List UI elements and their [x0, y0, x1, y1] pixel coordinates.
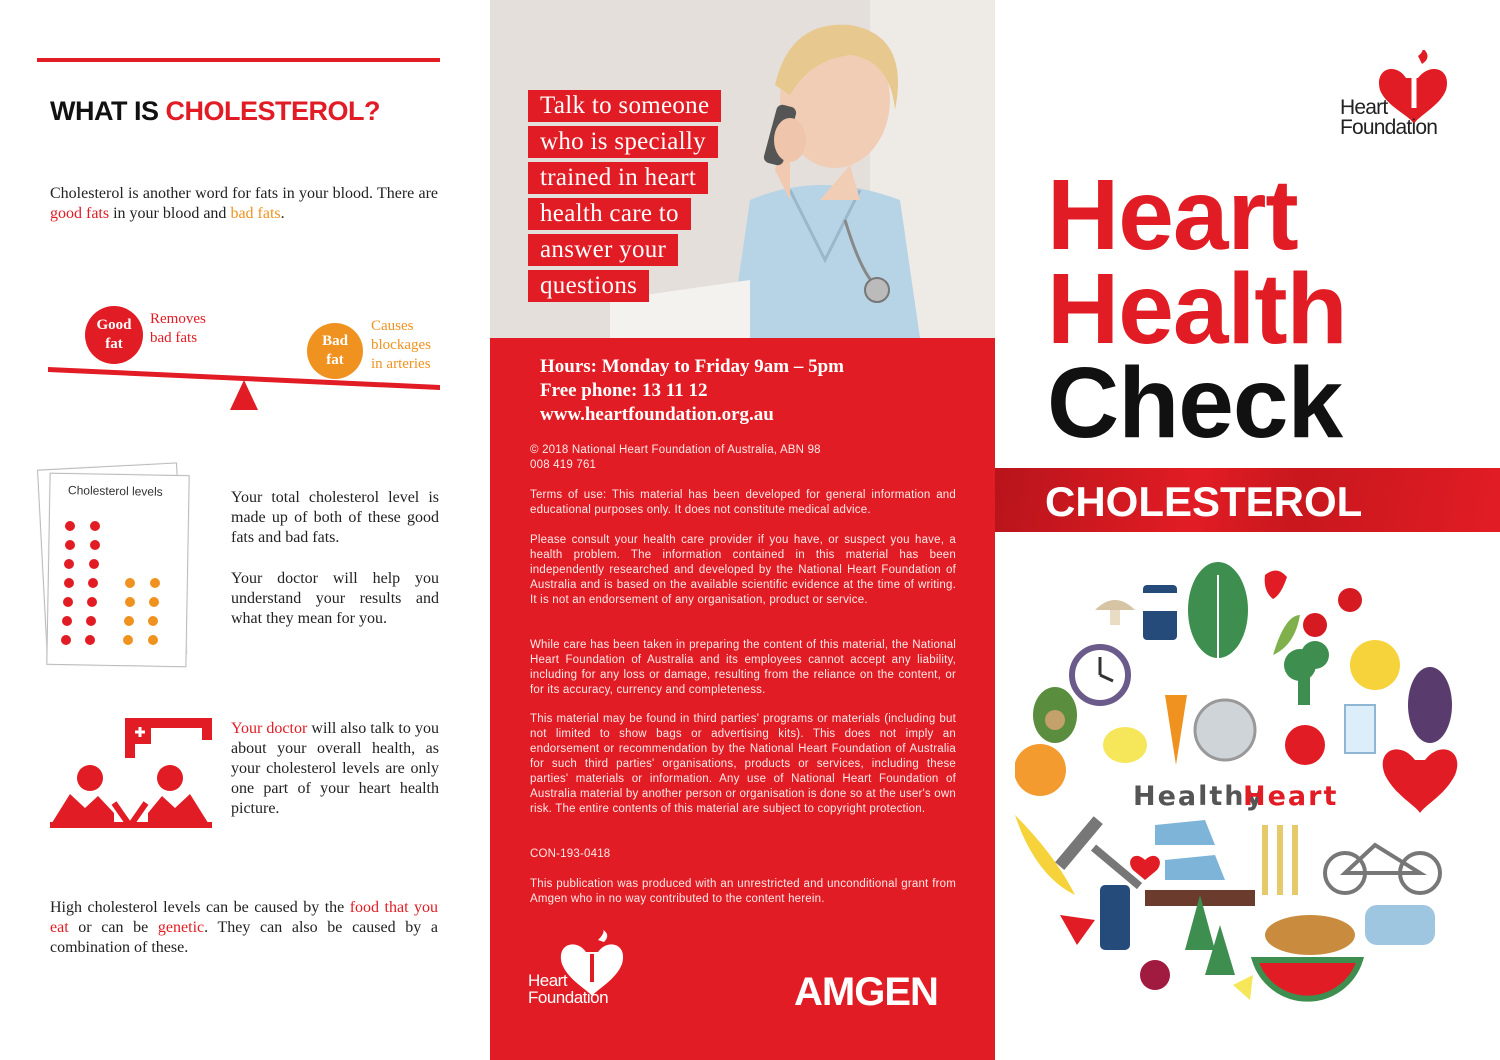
bad-fat-description	[371, 317, 431, 374]
logo-text	[528, 972, 608, 1006]
seesaw-fulcrum	[230, 380, 258, 410]
right-panel	[995, 0, 1500, 1060]
logo-text-line: Foundation	[1340, 116, 1438, 139]
nurse-on-phone-photo	[490, 0, 995, 338]
copyright-text: © 2018 National Heart Foundation of Australia, ABN 98 008 419 761	[530, 444, 821, 471]
bad-fat-label: fat	[326, 352, 344, 368]
bad-fat-label: Bad	[322, 333, 348, 349]
your-doctor-highlight: Your doctor	[231, 720, 308, 737]
headline-line: answer your	[528, 234, 678, 266]
logo-text	[1340, 98, 1437, 138]
publication-code: CON-193-0418	[530, 848, 611, 860]
bad-fat-circle	[307, 323, 363, 379]
headline-line: trained in heart	[528, 162, 708, 194]
headline-line: health care to	[528, 198, 691, 230]
consult-text: Please consult your health care provider if you have, or suspect you have, a health problem. The information contained in this material has been independently researched and developed by the National Heart Foundation of Australia and is based on the available scientific evidence at the time of writing. It is not an endorsement of any organisation, product or service.	[530, 534, 956, 606]
healthy-word: Healthy	[1133, 781, 1266, 812]
section-heading	[50, 96, 380, 127]
heart-foundation-logo	[1340, 50, 1460, 140]
desc-line: blockages	[371, 337, 431, 353]
healthy-food-illustration	[1015, 555, 1485, 1015]
callout-headline	[528, 90, 721, 306]
heart-word: Heart	[1243, 781, 1339, 812]
intro-part: Cholesterol is another word for fats in your blood. There are	[50, 185, 438, 202]
cholesterol-banner-text: CHOLESTEROL	[1045, 478, 1363, 525]
high-part: High cholesterol levels can be caused by the	[50, 899, 350, 916]
middle-panel	[490, 0, 995, 1060]
desc-line: in arteries	[371, 356, 431, 372]
intro-part: .	[280, 205, 285, 222]
grant-text: This publication was produced with an unrestricted and unconditional grant from Amgen who in no way contributed to the content herein.	[530, 878, 956, 905]
report-sheet-title: Cholesterol levels	[67, 483, 163, 499]
third-party-text: This material may be found in third parties' programs or materials (including but not limited to show bags or advertising kits). This does not imply an endorsement or recommendation by the National Heart Foundation of Australia for such third parties' organisations, products or services, including these parties' materials or information. Any use of National Heart Foundation of Australia material by another person or organisation is done so at the user's own risk. The entire contents of this material are subject to copyright protection.	[530, 713, 956, 815]
doctor-help-text: Your doctor will help you understand your results and what they mean for you.	[231, 570, 439, 627]
website-link[interactable]: www.heartfoundation.org.au	[540, 404, 774, 425]
food-highlight: food that you eat	[50, 899, 438, 936]
contact-info	[540, 355, 844, 427]
phone-text: Free phone: 13 11 12	[540, 380, 708, 401]
intro-part: in your blood and	[109, 205, 231, 222]
logo-text-line: Foundation	[528, 988, 609, 1007]
talk-rest: will also talk to you about your overall health, as your cholesterol levels are only one part of your heart health picture.	[231, 720, 439, 817]
good-fat-description	[150, 310, 206, 348]
good-fat-label: fat	[105, 336, 123, 352]
doctor-consultation-icon	[50, 718, 212, 828]
desc-line: Removes	[150, 311, 206, 327]
heart-foundation-logo-small	[528, 930, 628, 1010]
bad-fats-text: bad fats	[230, 205, 281, 222]
desc-line: Causes	[371, 318, 414, 334]
intro-text	[50, 184, 438, 224]
left-panel	[0, 0, 490, 1060]
heading-highlight: CHOLESTEROL?	[165, 96, 380, 126]
amgen-logo: AMGEN	[794, 970, 938, 1014]
logo-text-line: Heart	[528, 971, 568, 990]
logo-text-line: Heart	[1340, 96, 1388, 119]
hours-text: Hours: Monday to Friday 9am – 5pm	[540, 356, 844, 377]
headline-line: Talk to someone	[528, 90, 721, 122]
top-red-rule	[37, 58, 440, 62]
good-fats-text: good fats	[50, 205, 110, 222]
genetic-highlight: genetic	[157, 919, 205, 936]
total-cholesterol-text: Your total cholesterol level is made up of both of these good fats and bad fats.	[231, 489, 439, 546]
title-heart: Heart	[1047, 159, 1298, 271]
doctor-talk-text	[231, 719, 439, 819]
headline-line: who is specially	[528, 126, 718, 158]
terms-text: Terms of use: This material has been developed for general information and educational purposes only. It does not constitute medical advice.	[530, 489, 956, 516]
good-fat-label: Good	[96, 317, 132, 333]
title-health: Health	[1047, 253, 1347, 365]
title-check: Check	[1047, 347, 1343, 459]
high-part: or can be	[68, 919, 158, 936]
desc-line: bad fats	[150, 330, 198, 346]
heading-prefix: WHAT IS	[50, 96, 166, 126]
headline-line: questions	[528, 270, 649, 302]
high-cholesterol-text	[50, 898, 438, 958]
cholesterol-dots-icon	[58, 518, 178, 658]
high-part: . They can also be caused by a combination of these.	[50, 919, 439, 956]
good-fat-circle	[85, 306, 143, 364]
liability-text: While care has been taken in preparing the content of this material, the National Heart Foundation of Australia and its employees cannot accept any liability, including for any loss or damage, resulting from the reliance on the content, or for its accuracy, currency and completeness.	[530, 639, 956, 696]
seesaw-diagram	[40, 300, 450, 420]
